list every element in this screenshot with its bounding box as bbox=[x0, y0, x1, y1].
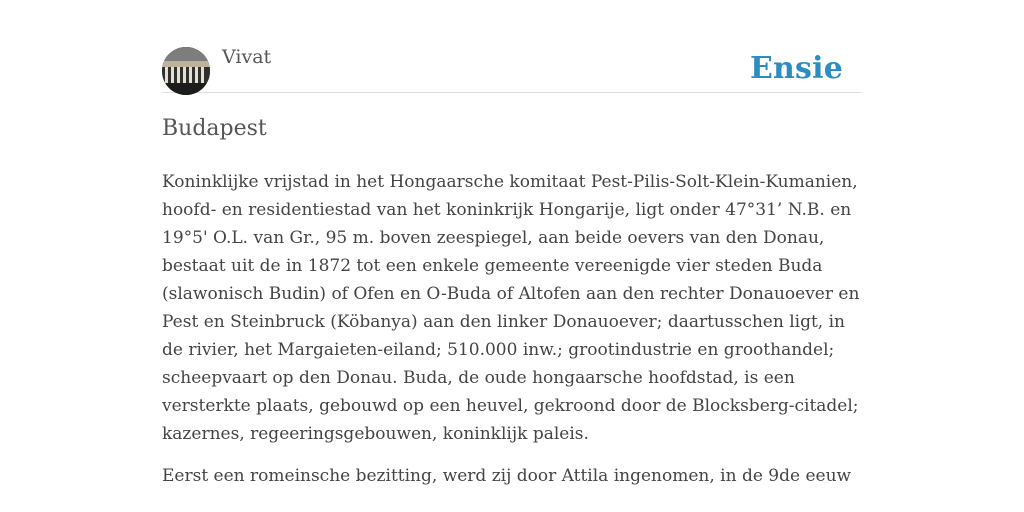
paragraph: Koninklijke vrijstad in het Hongaarsche komitaat Pest-Pilis-Solt-Klein-Kumanien, hoofd- en residentiestad van het koninkrijk Hongarije, ligt onder 47°31’ N.B. en 19°5' O.L. van Gr., 95 m. boven zeespiegel, aan beide oevers van den Donau, bestaat uit de in 1872 tot een enkele gemeente vereenigde vier steden Buda (slawonisch Budin) of Ofen en O-Buda of Altofen aan den rechter Donauoever en Pest en Steinbruck (Köbanya) aan den linker Donauoever; daartusschen ligt, in de rivier, het Margaieten-eiland; 510.000 inw.; grootindustrie en groothandel; scheepvaart op den Donau. Buda, de oude hongaarsche hoofdstad, is een versterkte plaats, gebouwd op een heuvel, gekroond door de Blocksberg-citadel; kazernes, regeeringsgebouwen, koninklijk paleis. bbox=[162, 172, 860, 444]
author-name[interactable]: Vivat bbox=[222, 46, 272, 68]
paragraph: Eerst een romeinsche bezitting, werd zij door Attila ingenomen, in de 9de eeuw bbox=[162, 466, 852, 486]
article-title: Budapest bbox=[162, 116, 267, 141]
avatar-image bbox=[162, 47, 210, 95]
brand-logo[interactable]: Ensie bbox=[749, 51, 843, 86]
avatar[interactable] bbox=[162, 47, 210, 95]
article-body bbox=[162, 168, 862, 504]
header bbox=[162, 46, 862, 93]
